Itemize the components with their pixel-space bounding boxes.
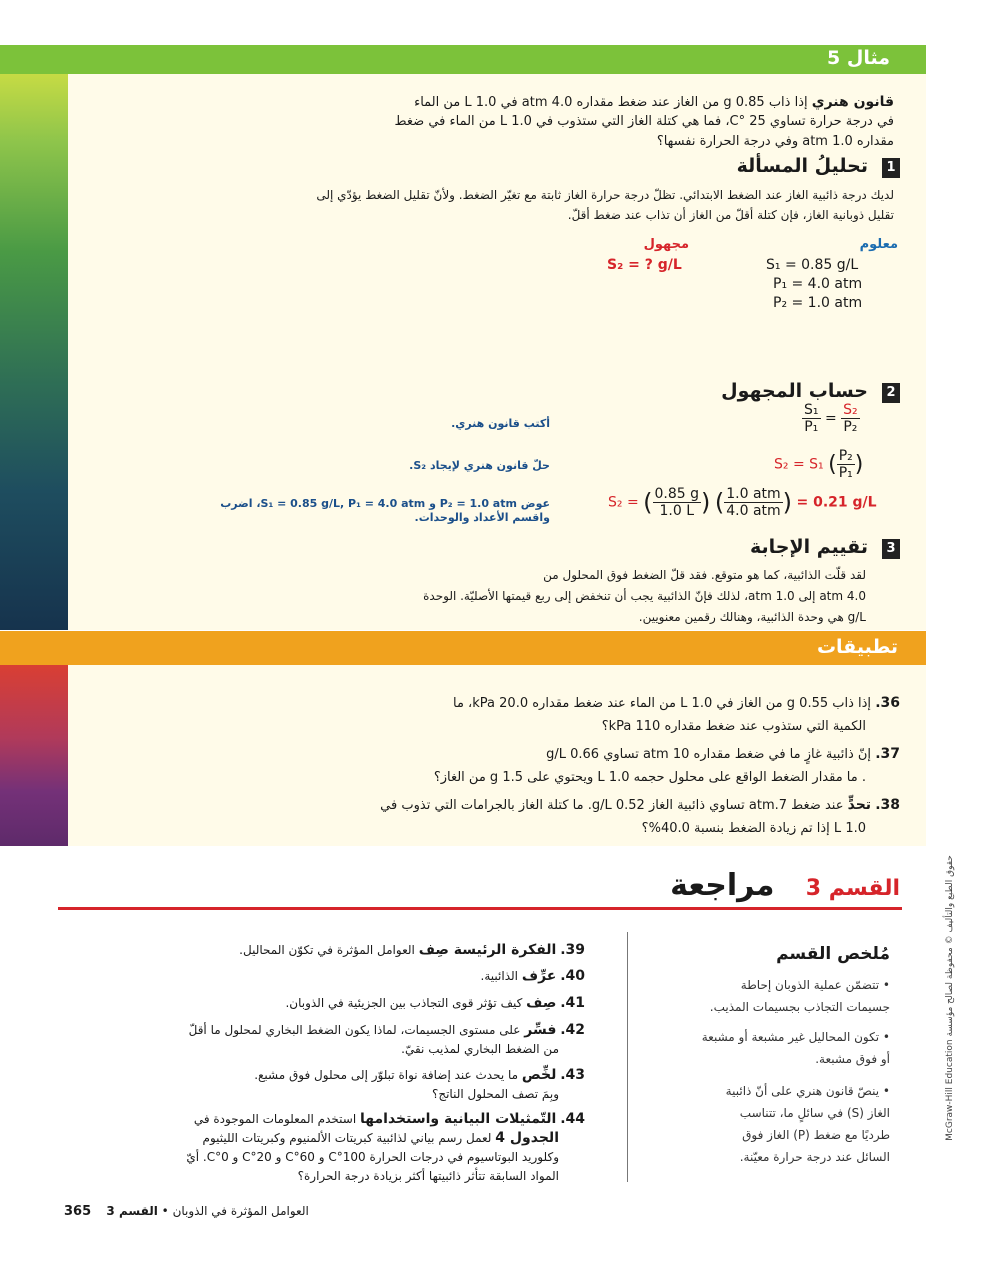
known-p1: P₁ = 4.0 atm: [773, 276, 863, 292]
copyright-credit: حقوق الطبع والتأليف © محفوظة لصالح مؤسسة McGraw-Hill Education: [945, 855, 955, 1141]
known-p2: P₂ = 1.0 atm: [773, 295, 863, 311]
question-37: [100, 743, 900, 766]
question-36: [100, 692, 900, 715]
question-38-number: 38.: [875, 797, 900, 813]
question-36-number: 36.: [875, 695, 900, 711]
note-substitute-1: عوض P₂ = 1.0 atm و S₁ = 0.85 g/L, P₁ = 4.0 atm، اضرب: [220, 497, 550, 510]
bullet-3-line-1: • ينصّ قانون هنري على أنّ ذائبية: [725, 1084, 890, 1098]
question-36-line-2: الكمية التي ستذوب عند ضغط مقداره 110 kPa؟: [601, 719, 866, 734]
applications-header: [0, 631, 926, 665]
question-38: [100, 794, 900, 817]
question-37-line-2: . ما مقدار الضغط الواقع على محلول حجمه 1.0 L ويحتوي على 1.5 g من الغاز؟: [433, 770, 866, 785]
henry-law-equation: $\frac{\text{S₁}}{\text{P₁}}$ = $\frac{\text{S₂}}{\text{P₂}}$: [804, 402, 858, 435]
question-38-keyword: تحدٍّ: [847, 797, 872, 813]
applications-content: [68, 665, 926, 846]
review-question-44: 44. التّمثيلات البيانية واستخدامها استخدم المعلومات الموجودة في الجدول 4 لعمل رسم بياني لذائبية كبريتات الألمنيوم وكبريتات الليثيوم وكلوريد البوتاسيوم في درجات الحرارة 100°C و 60°C و 20°C و 0°C. أيّ المواد السابقة تتأثر ذائبيتها أكثر بزيادة درجة الحرارة؟: [186, 1111, 585, 1183]
problem-line-2: في درجة حرارة تساوي 25 °C، فما هي كتلة الغاز التي ستذوب في 1.0 L من الماء في ضغط: [394, 114, 894, 129]
problem-line-3: مقداره 1.0 atm وفي درجة الحرارة نفسها؟: [656, 134, 894, 149]
step-3-number: 3: [882, 539, 900, 559]
summary-bullet-1: [660, 974, 890, 1018]
question-37-number: 37.: [875, 746, 900, 762]
question-36-line-1: إذا ذاب 0.55 g من الغاز في 1.0 L من الماء عند ضغط مقداره 20.0 kPa، ما: [453, 696, 872, 711]
eq2-left: S₂ = S₁: [774, 456, 824, 473]
question-38-line-2: 1.0 L إذا تم زيادة الضغط بنسبة 40.0%؟: [641, 821, 866, 836]
example-box: [0, 45, 926, 630]
unknown-label: مجهول: [643, 237, 689, 252]
eq2-p1: P₁: [838, 465, 853, 481]
unknown-s2: S₂ = ? g/L: [607, 257, 682, 273]
eq1-p1: P₁: [804, 419, 819, 435]
eq3-40atm: 4.0 atm: [726, 503, 781, 519]
known-label: معلوم: [859, 237, 898, 252]
applications-title: تطبيقات: [816, 636, 898, 658]
bullet-3-line-3: طرديًا مع ضغط (P) الغاز فوق: [742, 1128, 890, 1142]
eq3-085g: 0.85 g: [654, 486, 700, 502]
bullet-3-line-4: السائل عند درجة حرارة معيّنة.: [739, 1150, 890, 1164]
eq3-result: = 0.21 g/L: [796, 494, 877, 511]
bullet-3-line-2: الغاز (S) في سائلٍ ما، تتناسب: [739, 1106, 890, 1120]
step-1-text-2: تقليل ذوبانية الغاز، فإن كتلة أقلّ من الغاز أن تذاب عند ضغط أقلّ.: [567, 208, 894, 222]
step-1-title: تحليلُ المسألة: [736, 155, 868, 177]
review-question-41: 41. صِف كيف تؤثر قوى التجاذب بين الجزيئية في الذوبان.: [285, 995, 585, 1011]
eq3-10L: 1.0 L: [659, 503, 695, 519]
footer-chapter-title: العوامل المؤثرة في الذوبان: [172, 1204, 309, 1218]
summary-bullet-2: [660, 1026, 890, 1070]
eq3-left: S₂ =: [608, 494, 639, 511]
note-write-henry: أكتب قانون هنري.: [451, 417, 550, 430]
known-s1: S₁ = 0.85 g/L: [766, 257, 859, 273]
bullet-1-line-2: جسيمات التجاذب بجسيمات المذيب.: [709, 1000, 890, 1014]
problem-line-1: [94, 92, 894, 113]
eq1-s2: S₂: [843, 402, 858, 418]
eq1-s1: S₁: [804, 402, 819, 418]
summary-title: مُلخص القسم: [776, 944, 890, 964]
step-3-line-3: g/L هي وحدة الذائبية، وهنالك رقمين معنويين.: [638, 610, 866, 624]
eq3-10atm: 1.0 atm: [726, 486, 781, 502]
bullet-2-line-1: • تكون المحاليل غير مشبعة أو مشبعة: [701, 1030, 890, 1044]
page-number: 365: [64, 1204, 92, 1219]
review-question-42: 42. فسِّر على مستوى الجسيمات، لماذا يكون الضغط البخاري لمحلول ما أقلّ من الضغط البخاري لمذيب نقيّ.: [188, 1022, 585, 1056]
review-title: مراجعة: [670, 868, 775, 903]
step-3-title: تقييم الإجابة: [750, 536, 868, 558]
example-header: [0, 45, 926, 74]
example-title: مثال 5: [827, 47, 890, 69]
applications-color-strip: [0, 665, 68, 846]
step-1-number: 1: [882, 158, 900, 178]
solve-equation: S₂ = S₁ ( $\frac{\text{P₂}}{\text{P₁}}$ ): [774, 448, 864, 481]
step-2-number: 2: [882, 383, 900, 403]
problem-text-1: إذا ذاب 0.85 g من الغاز عند ضغط مقداره 4.0 atm في 1.0 L من الماء: [414, 95, 808, 110]
review-divider: [58, 907, 902, 910]
review-heading: [670, 868, 900, 903]
step-3-line-2: 4.0 atm إلى 1.0 atm، لذلك فإنّ الذائبية يجب أن تنخفض إلى ربع قيمتها الأصليّة. الوحدة: [423, 589, 866, 603]
question-38-line-1: عند ضغط 7.atm تساوي ذائبية الغاز 0.52 g/L. ما كتلة الغاز بالجرامات التي تذوب في: [380, 798, 844, 813]
footer-section: القسم 3: [106, 1204, 158, 1218]
review-section-label: القسم 3: [805, 876, 900, 901]
summary-bullet-3: [660, 1080, 890, 1168]
eq1-p2: P₂: [843, 419, 858, 435]
applications-box: [0, 631, 926, 846]
step-3-line-1: لقد قلّت الذائبية، كما هو متوقع. فقد قلّ الضغط فوق المحلول من: [543, 568, 866, 582]
column-divider: [627, 932, 628, 1182]
example-content: [68, 74, 926, 630]
review-question-39: 39. الفكرة الرئيسة صِف العوامل المؤثرة في تكوّن المحاليل.: [239, 942, 585, 958]
review-question-40: 40. عرِّف الذائبية.: [480, 968, 585, 984]
footer-bullet: •: [161, 1204, 169, 1218]
bullet-1-line-1: • تتضمّن عملية الذوبان إحاطة: [740, 978, 890, 992]
question-37-line-1: إنّ ذائبية غازٍ ما في ضغط مقداره 10 atm تساوي 0.66 g/L: [546, 747, 872, 762]
example-color-strip: [0, 74, 68, 630]
note-solve-henry: حلّ قانون هنري لإيجاد S₂.: [409, 459, 550, 472]
step-1-text-1: لديك درجة ذائبية الغاز عند الضغط الابتدائي. تظلّ درجة حرارة الغاز ثابتة مع تغيّر الضغط. ولأنّ تقليل الضغط يؤدّي إلى: [316, 188, 894, 202]
problem-keyword: قانون هنري: [811, 94, 894, 110]
note-substitute-2: واقسم الأعداد والوحدات.: [414, 511, 550, 524]
bullet-2-line-2: أو فوق مشبعة.: [815, 1052, 890, 1066]
page-footer: [64, 1204, 334, 1219]
step-2-title: حساب المجهول: [721, 380, 868, 402]
eq2-p2: P₂: [838, 448, 853, 464]
review-question-43: 43. لخِّص ما يحدث عند إضافة نواة تبلوّر إلى محلول فوق مشبع. وبِمَ تصف المحلول الناتج؟: [254, 1067, 585, 1101]
substitute-equation: S₂ = ( $\frac{0.85 g}{1.0 L}$ ) ( $\frac{\text{1.0 atm}}{\text{4.0 atm}}$ ) = 0.21 g/L: [608, 486, 877, 519]
